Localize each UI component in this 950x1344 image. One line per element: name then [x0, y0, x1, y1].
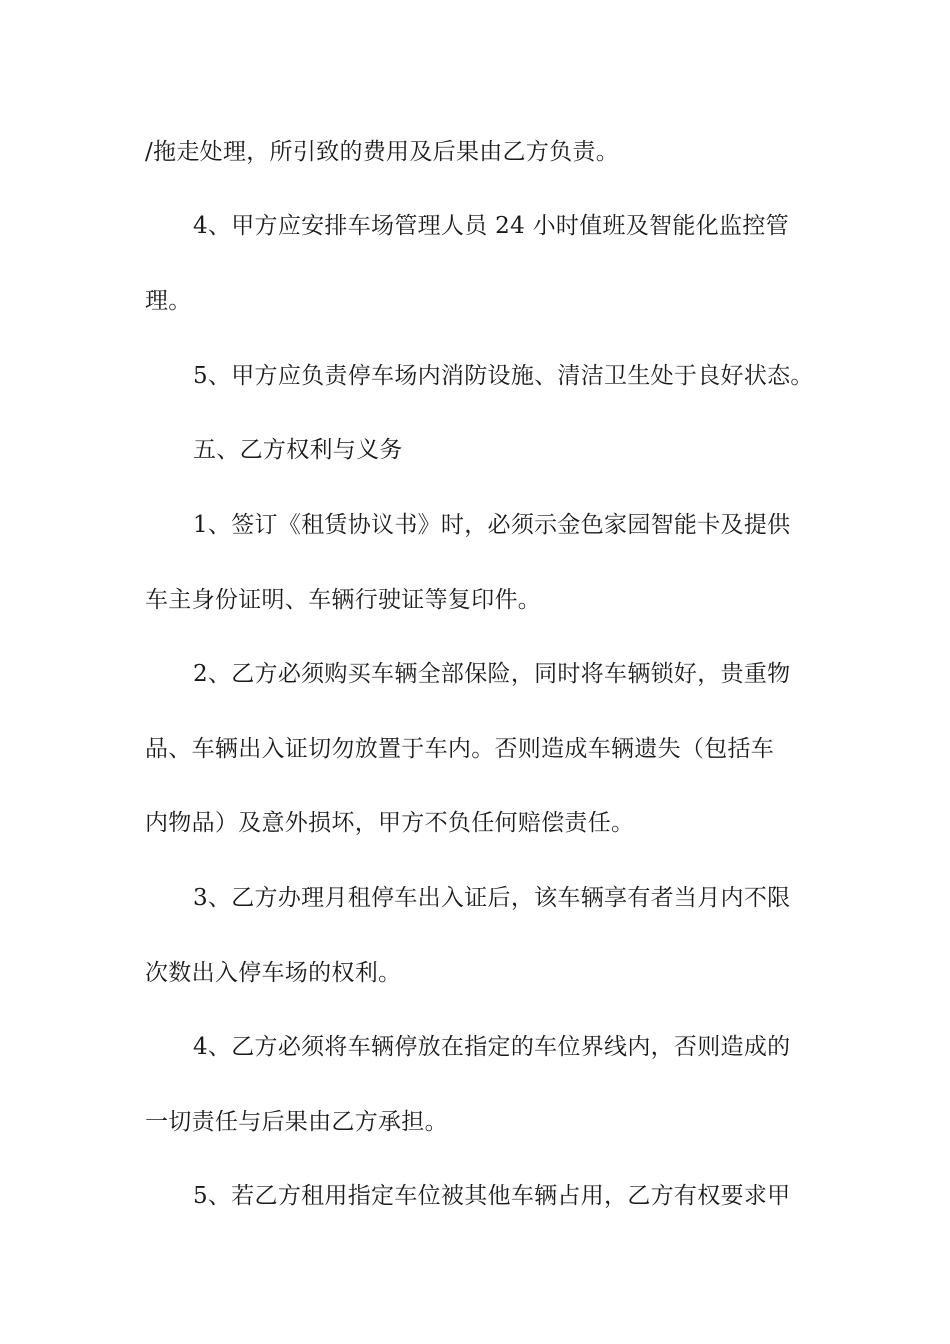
- party-b-clause-1-line-1: 1、签订《租赁协议书》时，必须示金色家园智能卡及提供: [193, 512, 791, 538]
- clause-5: 5、甲方应负责停车场内消防设施、清洁卫生处于良好状态。: [193, 363, 814, 389]
- party-b-clause-3-line-2: 次数出入停车场的权利。: [145, 960, 402, 986]
- section-heading: 五、乙方权利与义务: [193, 437, 403, 463]
- party-b-clause-2-line-2: 品、车辆出入证切勿放置于车内。否则造成车辆遗失（包括车: [145, 736, 775, 762]
- text-line-1: /拖走处理，所引致的费用及后果由乙方负责。: [145, 139, 620, 165]
- party-b-clause-1-line-2: 车主身份证明、车辆行驶证等复印件。: [145, 587, 542, 613]
- clause-4-line-1: 4、甲方应安排车场管理人员 24 小时值班及智能化监控管: [193, 213, 789, 239]
- clause-4-line-2: 理。: [145, 288, 192, 314]
- party-b-clause-5-line-1: 5、若乙方租用指定车位被其他车辆占用，乙方有权要求甲: [193, 1183, 791, 1209]
- party-b-clause-4-line-1: 4、乙方必须将车辆停放在指定的车位界线内，否则造成的: [193, 1034, 791, 1060]
- party-b-clause-3-line-1: 3、乙方办理月租停车出入证后，该车辆享有者当月内不限: [193, 885, 791, 911]
- party-b-clause-4-line-2: 一切责任与后果由乙方承担。: [145, 1109, 448, 1135]
- party-b-clause-2-line-1: 2、乙方必须购买车辆全部保险，同时将车辆锁好，贵重物: [193, 661, 791, 687]
- party-b-clause-2-line-3: 内物品）及意外损坏，甲方不负任何赔偿责任。: [145, 810, 635, 836]
